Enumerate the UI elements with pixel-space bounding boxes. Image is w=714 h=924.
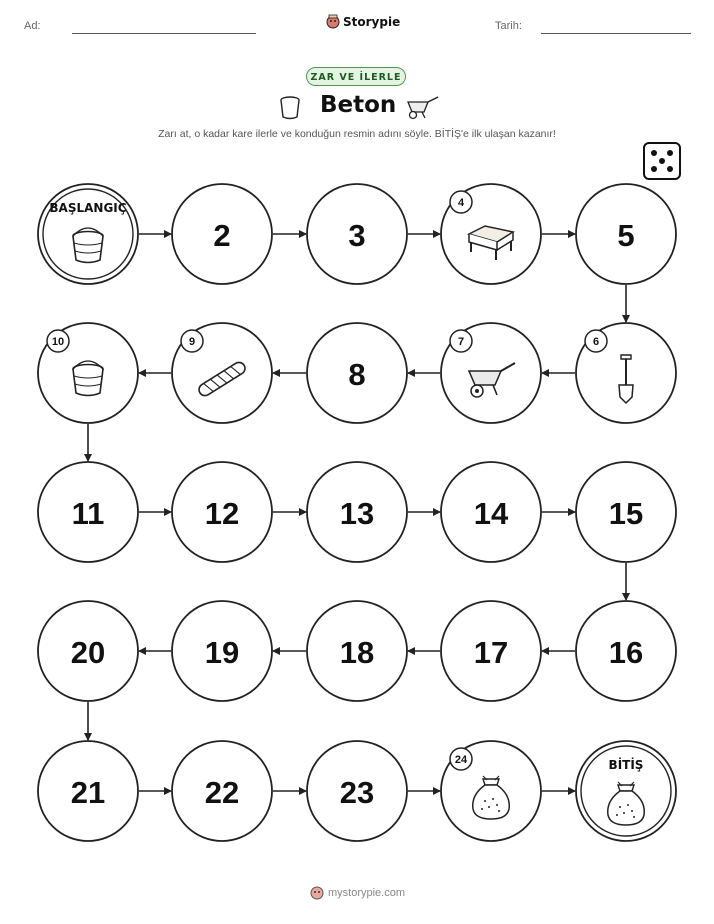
cell-number: 20 bbox=[70, 635, 106, 670]
cell-number-badge: 7 bbox=[457, 336, 465, 348]
board-cell-12[interactable] bbox=[172, 462, 272, 562]
board-cells bbox=[38, 184, 676, 841]
cell-number-badge: 24 bbox=[454, 754, 468, 766]
cell-number: 15 bbox=[608, 496, 644, 531]
board-cell-4[interactable] bbox=[441, 184, 541, 284]
cell-number: 14 bbox=[473, 496, 509, 531]
cell-number: 23 bbox=[339, 775, 375, 810]
board-cell-5[interactable] bbox=[576, 184, 676, 284]
cell-number: 22 bbox=[204, 775, 240, 810]
name-label: Ad: bbox=[24, 20, 41, 32]
cell-number-badge: 9 bbox=[188, 336, 196, 348]
board-cell-21[interactable] bbox=[38, 741, 138, 841]
cell-number: 11 bbox=[71, 496, 105, 531]
cell-number: 3 bbox=[348, 218, 366, 253]
cell-number: 19 bbox=[204, 635, 240, 670]
cell-number: 16 bbox=[608, 635, 644, 670]
storypie-mascot-icon bbox=[310, 885, 324, 901]
board-cell-18[interactable] bbox=[307, 601, 407, 701]
cell-number-badge: 4 bbox=[457, 197, 465, 209]
bucket-icon bbox=[73, 228, 103, 263]
board-cell-23[interactable] bbox=[307, 741, 407, 841]
game-type-badge: ZAR VE İLERLE bbox=[306, 67, 406, 86]
cell-number: 5 bbox=[617, 218, 635, 253]
board-cell-2[interactable] bbox=[172, 184, 272, 284]
footer-url: mystorypie.com bbox=[328, 887, 406, 899]
cell-number: 2 bbox=[213, 218, 231, 253]
board-cell-7[interactable] bbox=[441, 323, 541, 423]
footer bbox=[310, 885, 405, 901]
page-title: Beton bbox=[320, 92, 397, 118]
board-cell-1[interactable] bbox=[38, 184, 138, 284]
cell-number: 13 bbox=[339, 496, 375, 531]
date-label: Tarih: bbox=[495, 20, 522, 32]
cell-number-badge: 6 bbox=[592, 336, 600, 348]
board-cell-24[interactable] bbox=[441, 741, 541, 841]
cell-number: 8 bbox=[348, 357, 366, 392]
board-cell-14[interactable] bbox=[441, 462, 541, 562]
cell-number: 21 bbox=[70, 775, 106, 810]
board-cell-11[interactable] bbox=[38, 462, 138, 562]
board-cell-9[interactable] bbox=[172, 323, 272, 423]
board-cell-15[interactable] bbox=[576, 462, 676, 562]
board-cell-8[interactable] bbox=[307, 323, 407, 423]
brand-name: Storypie bbox=[343, 15, 401, 29]
cell-number-badge: 10 bbox=[51, 336, 65, 348]
board-cell-22[interactable] bbox=[172, 741, 272, 841]
finish-label: BİTİŞ bbox=[608, 758, 644, 772]
cell-number: 12 bbox=[204, 496, 240, 531]
board-cell-19[interactable] bbox=[172, 601, 272, 701]
cell-number: 18 bbox=[339, 635, 375, 670]
board-cell-20[interactable] bbox=[38, 601, 138, 701]
start-label: BAŞLANGIÇ bbox=[49, 201, 127, 215]
board-cell-13[interactable] bbox=[307, 462, 407, 562]
cell-number: 17 bbox=[473, 635, 509, 670]
board-cell-25[interactable] bbox=[576, 741, 676, 841]
board-cell-6[interactable] bbox=[576, 323, 676, 423]
board-cell-10[interactable] bbox=[38, 323, 138, 423]
bucket-icon bbox=[73, 361, 103, 396]
instructions: Zarı at, o kadar kare ilerle ve konduğun resmin adını söyle. BİTİŞ'e ilk ulaşan kazanır! bbox=[158, 128, 556, 140]
board-cell-3[interactable] bbox=[307, 184, 407, 284]
board-cell-17[interactable] bbox=[441, 601, 541, 701]
board-cell-16[interactable] bbox=[576, 601, 676, 701]
